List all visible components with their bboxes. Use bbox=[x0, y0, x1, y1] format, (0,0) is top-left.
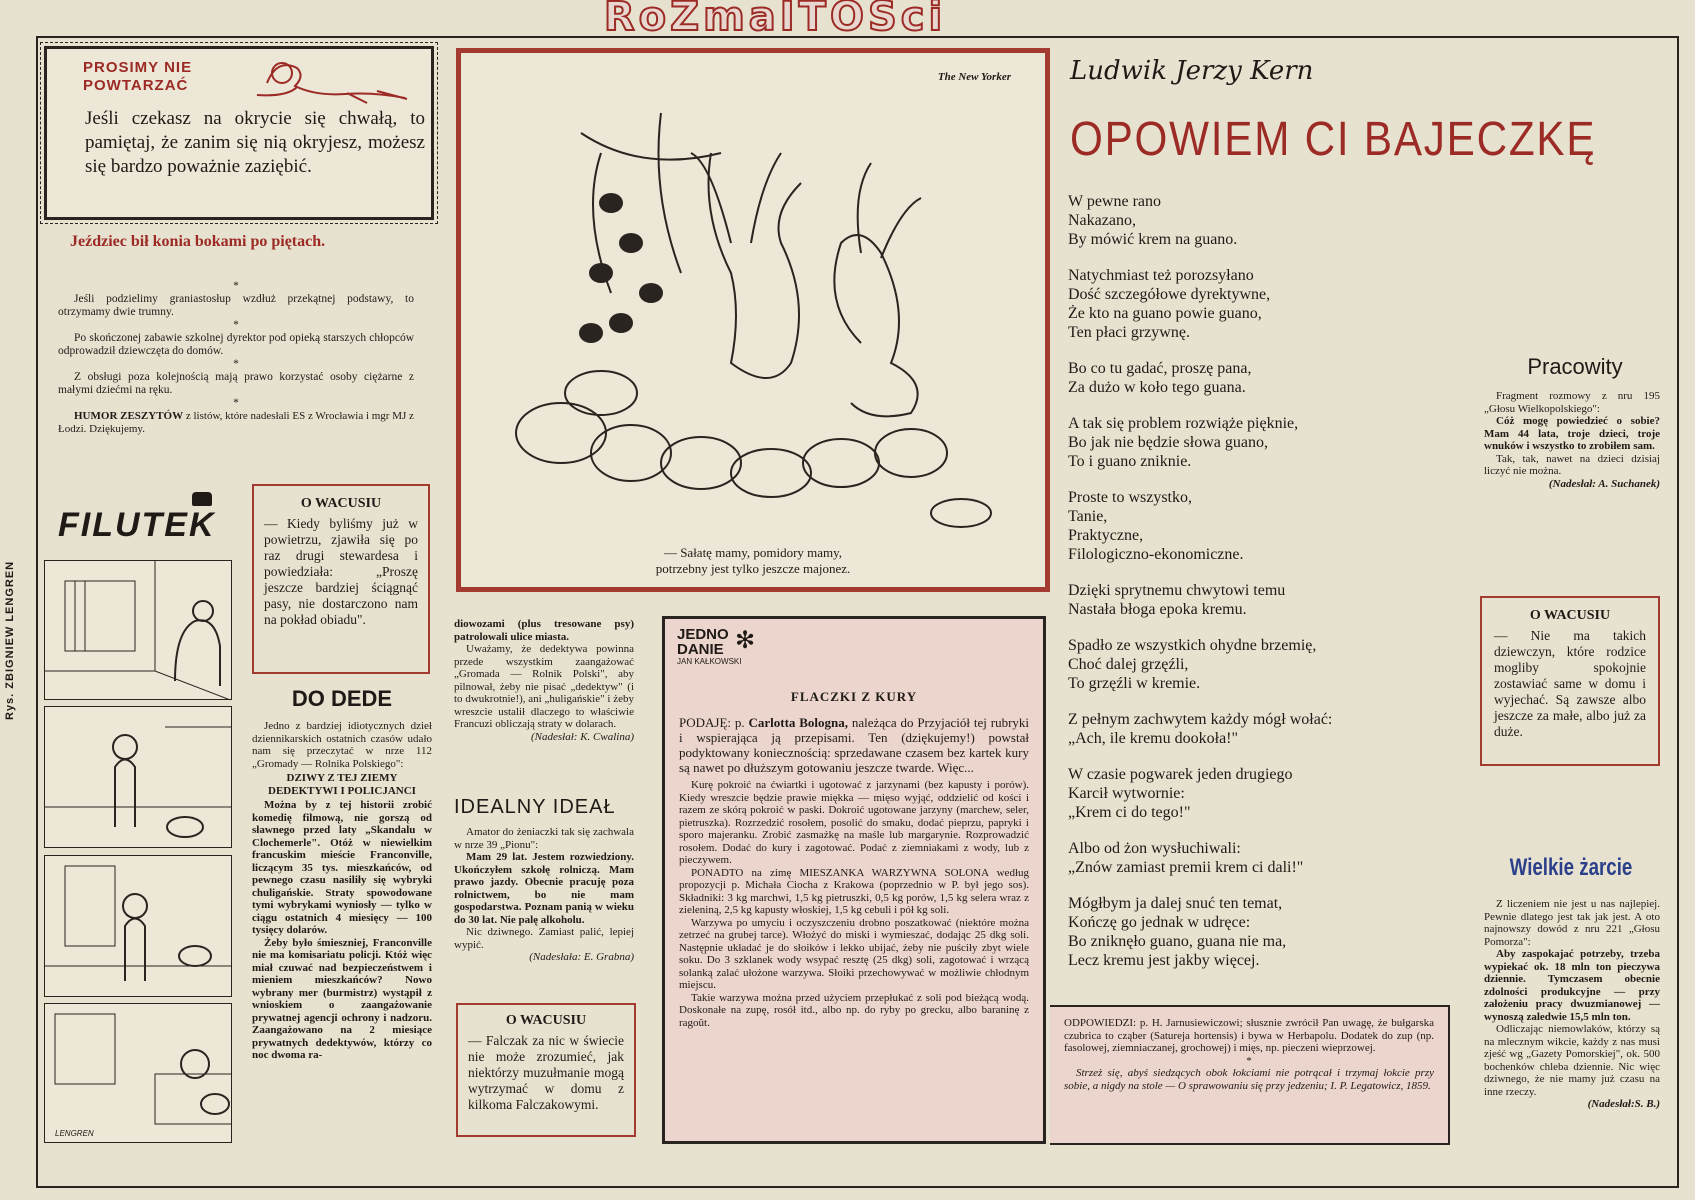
jedno-body-4: Takie warzywa można przed użyciem przepłukać z soli pod bieżącą wodą. Doskonałe na zupę, rosół itd., albo np. do ryby po grecku, albo baraninę z ragoût. bbox=[679, 991, 1029, 1029]
poem-stanza: A tak się problem rozwiąże pięknie, Bo jak nie będzie słowa guano, To i guano zniknie. bbox=[1068, 415, 1299, 470]
jedno-body-3: Warzywa po umyciu i oczyszczeniu drobno poszatkować (niektóre można zetrzeć na grubej tarce). Włożyć do miski i wymieszać, dodając 25 dkg soli. Następnie układać je do słoików i lekko ubijać, żeby nie puściły zbyt wiele soku. Do 3 szklanek wody wsypać resztę (25 dkg) soli, zagotować i wrzącą solanką zalać ułożone warzywa. Słoiki przechowywać w możliwie chłodnym miejscu. bbox=[679, 916, 1029, 991]
wacusiu-2-title: O WACUSIU bbox=[505, 1013, 587, 1028]
dodede-title: DO DEDE bbox=[291, 686, 393, 711]
wacusiu-1-title: O WACUSIU bbox=[300, 496, 382, 511]
cartoon-caption-1: — Sałatę mamy, pomidory mamy, bbox=[663, 545, 843, 560]
logo-line-1: JEDNO bbox=[677, 626, 729, 643]
poem-stanza: Proste to wszystko, Tanie, Praktyczne, Filologiczno-ekonomiczne. bbox=[1068, 489, 1244, 563]
panel-2-drawing bbox=[45, 707, 232, 848]
filutek-hat-icon bbox=[192, 492, 212, 506]
reclining-figure-illustration bbox=[237, 53, 427, 113]
jedno-intro-label: PODAJĘ: bbox=[679, 715, 732, 730]
rabbits-cartoon-drawing bbox=[481, 93, 1021, 533]
jedno-danie-logo bbox=[677, 627, 741, 666]
jedno-intro-pre: p. bbox=[734, 715, 745, 730]
odpowiedzi-label: ODPOWIEDZI: bbox=[1064, 1017, 1137, 1029]
dodede-subtitle: DZIWY Z TEJ ZIEMY DEDEKTYWI I POLICJANCI bbox=[268, 772, 416, 797]
humor-item-2: Po skończonej zabawie szkolnej dyrektor pod opieką starszych chłopców odprowadził dziewczęta do domów. bbox=[58, 332, 414, 357]
pracowity-article bbox=[1484, 390, 1660, 490]
dodede-body-1: Można by z tej historii zrobić komedię filmową, nie gorszą od sławnego przed laty „Skandalu w Clochemerle". Otóż w niewielkim francuskim mieście Franconville, liczącym 35 tys. mieszkańców, od pewnego czasu nasiliły się wybryki chuligańskie. Straty spowodowane tymi wybrykami wyniosły — tylko w ciągu ostatnich 4 miesięcy — 100 tysięcy dolarów. bbox=[252, 799, 432, 936]
cartoon-source: The New Yorker bbox=[937, 71, 1011, 83]
comic-panel-4 bbox=[44, 1003, 232, 1143]
odpowiedzi-box: ODPOWIEDZI: p. H. Jarnusiewiczowi; słusznie zwrócił Pan uwagę, że bułgarska czubrica to cząber (Satureja hortensis) i bywa w Herbapolu. Dodatek do zup (np. fasolowej, ziemniaczanej, grochowej) i mięs, np. pieczeni wieprzowej. * Strzeż się, abyś siedzących obok łokciami nie potrącał i trzymaj łokcie przy sobie, a nigdy na stole — O sprawowaniu się przy jedzeniu; I. P. Legatowicz, 1859. bbox=[1050, 1005, 1450, 1145]
wielkie-signed: (Nadesłał:S. B.) bbox=[1587, 1098, 1660, 1110]
jezdziec-line: Jeździec bił konia bokami po piętach. bbox=[70, 233, 326, 250]
jedno-body-2: PONADTO na zimę MIESZANKA WARZYWNA SOLONA według propozycji p. Michała Ciocha z Krakowa (poprzednio w P. był jego sos). Składniki: 3 kg marchwi, 1,5 kg pietruszki, 0,5 kg porów, 1,5 kg selera wraz z zieleniną, 2,5 kg kapusty włoskiej, 1,5 kg cebuli i pół kg soli. bbox=[679, 866, 1029, 916]
prosimy-box bbox=[44, 46, 434, 220]
cartoon-box bbox=[456, 48, 1050, 592]
odpowiedzi-text: p. H. Jarnusiewiczowi; słusznie zwrócił Pan uwagę, że bułgarska czubrica to cząber (Satureja hortensis) i bywa w Herbapolu. Dodatek do zup (np. fasolowej, ziemniaczanej, grochowej) i mięs, np. pieczeni wieprzowej. bbox=[1064, 1017, 1434, 1054]
idealny-after: Nic dziwnego. Zamiast palić, lepiej wypić. bbox=[454, 926, 634, 951]
humor-footer-text: z listów, które nadesłali ES z Wrocławia i mgr MJ z Łodzi. Dziękujemy. bbox=[58, 410, 414, 435]
wielkie-p2: Odliczając niemowlaków, którzy są na mlecznym wikcie, każdy z nas musi zjeść wg „Gazety Pomorskiej", ok. 500 bochenków chleba dziennie. Nic więc dziwnego, że nie mamy już czasu na inne rzeczy. bbox=[1484, 1023, 1660, 1098]
panel-3-drawing bbox=[45, 856, 232, 997]
poem-body bbox=[1068, 192, 1478, 987]
panel-4-drawing bbox=[45, 1004, 232, 1143]
wielkie-article bbox=[1484, 898, 1660, 1111]
wacusiu-box-3 bbox=[1480, 596, 1660, 766]
comic-panel-1 bbox=[44, 560, 232, 700]
filutek-title: FILUTEK bbox=[58, 506, 216, 544]
humor-footer-label: HUMOR ZESZYTÓW bbox=[74, 410, 184, 422]
wielkie-title: Wielkie żarcie bbox=[1509, 854, 1633, 881]
idealny-signed: (Nadesłała: E. Grabna) bbox=[529, 951, 634, 963]
pracowity-intro: Fragment rozmowy z nru 195 „Głosu Wielkopolskiego": bbox=[1484, 390, 1660, 415]
idealny-title: IDEALNY IDEAŁ bbox=[454, 796, 616, 818]
logo-line-2: DANIE bbox=[677, 641, 724, 658]
logo-author: JAN KAŁKOWSKI bbox=[677, 657, 742, 666]
panel-1-drawing bbox=[45, 561, 232, 700]
idealny-article bbox=[454, 826, 634, 964]
pracowity-signed: (Nadesłał: A. Suchanek) bbox=[1548, 477, 1660, 490]
jedno-intro-rest: należąca do Przyjaciół tej rubryki i wspierająca ją przepisami. Ten (dziękujemy!) powstał podyktowany koniecznością: sprzedawane czasem bez kartek kury są nawet po dłuższym gotowaniu jeszcze twarde. Więc... bbox=[679, 715, 1030, 775]
poem-stanza: Spadło ze wszystkich ohydne brzemię, Choć dalej grzęźli, To grzęźli w kremie. bbox=[1068, 637, 1317, 692]
dodede-intro: Jedno z bardziej idiotycznych dzieł dziennikarskich ostatnich czasów udało nam się przeczytać w nrze 112 „Gromady — Rolnika Polskiego": bbox=[252, 720, 432, 770]
wacusiu-box-2 bbox=[456, 1003, 636, 1137]
wacusiu-3-title: O WACUSIU bbox=[1529, 608, 1611, 623]
poem-stanza: W czasie pogwarek jeden drugiego Karcił wytwornie: „Krem ci do tego!" bbox=[1068, 766, 1293, 821]
dodede-article bbox=[252, 720, 432, 1062]
wacusiu-2-text: — Falczak za nic w świecie nie może zrozumieć, jak niektórzy muzułmanie mogą wytrzymać w domu z kilkoma Falczakowymi. bbox=[468, 1033, 624, 1112]
idealny-intro: Amator do żeniaczki tak się zachwala w nrze 39 „Pionu": bbox=[454, 826, 634, 851]
pracowity-quote: Cóż mogę powiedzieć o sobie? Mam 44 lata, troje dzieci, troje wnuków i wszystko to zrobiłem sam. bbox=[1484, 415, 1660, 452]
pracowity-title: Pracowity bbox=[1527, 354, 1623, 379]
jedno-intro-name: Carlotta Bologna, bbox=[748, 715, 849, 730]
poem-stanza: Mógłbym ja dalej snuć ten temat, Kończę go jednak w udręce: Bo zniknęło guano, guana nie ma, Lecz kremu jest jakby więcej. bbox=[1068, 895, 1287, 969]
poem-stanza: Dzięki sprytnemu chwytowi temu Nastała błoga epoka kremu. bbox=[1068, 582, 1286, 618]
illustrator-credit: Rys. ZBIGNIEW LENGREN bbox=[4, 560, 16, 720]
poem-stanza: Natychmiast też porozsyłano Dość szczegółowe dyrektywne, Że kto na guano powie guano, Ten płaci grzywnę. bbox=[1068, 267, 1271, 341]
comic-panel-3 bbox=[44, 855, 232, 997]
pracowity-after: Tak, tak, nawet na dzieci dzisiaj liczyć nie można. bbox=[1484, 452, 1660, 477]
humor-section: * Jeśli podzielimy graniastosłup wzdłuż przekątnej podstawy, to otrzymamy dwie trumny. * Po skończonej zabawie szkolnej dyrektor pod opieką starszych chłopców odprowadził dziewczęta do domów. * Z obsługi poza kolejnością mają prawo korzystać osoby ciężarne z małymi dziećmi na ręku. * HUMOR ZESZYTÓW z listów, które nadesłali ES z Wrocławia i mgr MJ z Łodzi. Dziękujemy. bbox=[58, 280, 414, 435]
prosimy-text: Jeśli czekasz na okrycie się chwałą, to pamiętaj, że zanim się nią okryjesz, możesz się bardzo poważnie zaziębić. bbox=[85, 108, 425, 177]
jedno-danie-title: FLACZKI Z KURY bbox=[790, 689, 918, 704]
prosimy-heading-2: POWTARZAĆ bbox=[83, 77, 189, 94]
fork-knife-icon: ✻ bbox=[735, 628, 756, 654]
wielkie-p1: Z liczeniem nie jest u nas najlepiej. Pewnie dlatego jest tak jak jest. A oto najnowszy dowód z nru 221 „Głosu Pomorza": bbox=[1484, 898, 1660, 948]
poem-stanza: Bo co tu gadać, proszę pana, Za dużo w koło tego guana. bbox=[1068, 360, 1252, 396]
cartoon-caption-2: potrzebny jest tylko jeszcze majonez. bbox=[655, 561, 851, 576]
col2-signed: (Nadesłał: K. Cwalina) bbox=[531, 730, 634, 743]
poem-author: Ludwik Jerzy Kern bbox=[1070, 56, 1314, 86]
filutek-signature: LENGREN bbox=[55, 1129, 94, 1138]
wacusiu-3-text: — Nie ma takich dziewczyn, które rodzice mogliby spokojnie zostawiać same w domu i wyjechać. Są zawsze albo jeszcze za małe, albo już za duże. bbox=[1494, 628, 1646, 739]
poem-title: OPOWIEM CI BAJECZKĘ bbox=[1070, 113, 1597, 166]
wacusiu-1-text: — Kiedy byliśmy już w powietrzu, zjawiła się po raz drugi stewardesa i powiedziała: „Proszę jeszcze bardziej ściągnąć pasy, nie dostarczono nam na pokład obiadu". bbox=[264, 516, 418, 627]
wacusiu-box-1 bbox=[252, 484, 430, 674]
poem-stanza: Albo od żon wysłuchiwali: „Znów zamiast premii krem ci dali!" bbox=[1068, 840, 1304, 876]
prosimy-heading-1: PROSIMY NIE bbox=[83, 59, 193, 76]
comic-panel-2 bbox=[44, 706, 232, 848]
col2-cont: diowozami (plus tresowane psy) patrolowali ulice miasta. bbox=[454, 618, 634, 643]
jedno-danie-box bbox=[662, 616, 1046, 1144]
dodede-continuation bbox=[454, 618, 634, 743]
idealny-quote: Mam 29 lat. Jestem rozwiedziony. Ukończyłem szkołę rolniczą. Mam prawo jazdy. Obecnie pracuję poza rolnictwem, bo nie mam gospodarstwa. Poznam panią w wieku do 30 lat. Nie palę alkoholu. bbox=[454, 851, 634, 926]
dodede-body-2: Żeby było śmieszniej, Franconville nie ma komisariatu policji. Któż więc miał czuwać nad bezpieczeństwem i mieniem mieszkańców? Nowo wybrany mer (burmistrz) wystąpił z wnioskiem o zaangażowanie prywatnej agencji ochrony i nadzoru. Zaangażowano na 2 miesiące prywatnych dedektywów, którzy co noc dwoma ra- bbox=[252, 936, 432, 1061]
poem-stanza: Z pełnym zachwytem każdy mógł wołać: „Ach, ile kremu dookoła!" bbox=[1068, 711, 1333, 747]
humor-item-1: Jeśli podzielimy graniastosłup wzdłuż przekątnej podstawy, to otrzymamy dwie trumny. bbox=[58, 293, 414, 318]
masthead: RoZmaITOSci bbox=[603, 0, 947, 40]
odpowiedzi-quote: Strzeż się, abyś siedzących obok łokciami nie potrącał i trzymaj łokcie przy sobie, a nigdy na stole — O sprawowaniu się przy jedzeniu; I. P. Legatowicz, 1859. bbox=[1064, 1067, 1434, 1092]
col2-body: Uważamy, że dedektywa powinna przede wszystkim zaangażować „Gromada — Rolnik Polski", aby pilnował, żeby nie pisać „dedektyw" (i to dwukrotnie!), ani „huligańskie" i żeby wreszcie ustalił dlaczego to właściwie Francuzi obliczają straty w dolarach. bbox=[454, 643, 634, 730]
humor-item-3: Z obsługi poza kolejnością mają prawo korzystać osoby ciężarne z małymi dziećmi na ręku. bbox=[58, 371, 414, 396]
poem-stanza: W pewne rano Nakazano, By mówić krem na guano. bbox=[1068, 193, 1238, 248]
wielkie-quote: Aby zaspokajać potrzeby, trzeba wypiekać ok. 18 mln ton pieczywa dziennie. Tymczasem obecnie zdolności produkcyjne — przy założeniu pracy dwuzmianowej — wynoszą zaledwie 15,5 mln ton. bbox=[1484, 948, 1660, 1023]
jedno-body-1: Kurę pokroić na ćwiartki i ugotować z jarzynami (bez kapusty i porów). Kiedy wreszcie będzie prawie miękka — mięso wyjąć, oddzielić od kości i razem ze skórą pokroić w paski. Dokroić ugotowane jarzyny (marchew, seler, pietruszka). Rozrzedzić rosołem, posolić do smaku, dodać pieprzu, papryki i sporo majeranku. Zrobić zasmażkę na maśle lub margarynie. Rozprowadzić rosołem. Dodać do kury i zagotować. Podać z ziemniakami z wody, lub z pieczywem. bbox=[679, 779, 1029, 866]
